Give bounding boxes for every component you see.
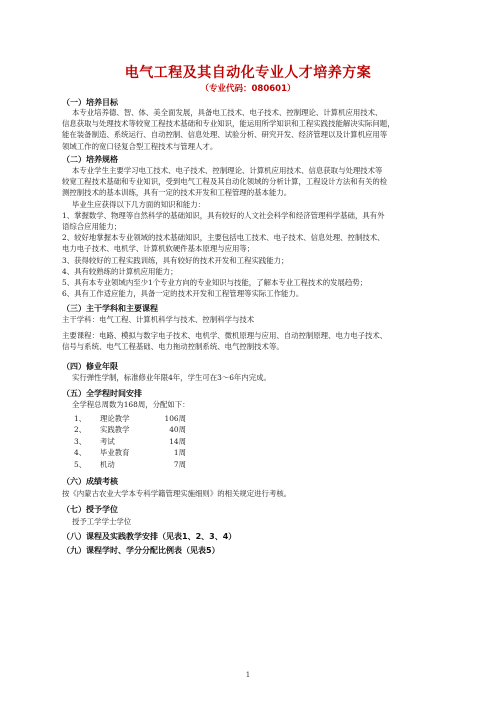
duration-paragraph [62, 372, 442, 383]
row-number: 4、 [74, 448, 87, 458]
schedule-row [62, 459, 262, 470]
row-name: 毕业教育 [100, 448, 130, 458]
section-heading-degree: （七）授予学位 [62, 505, 118, 514]
section-heading-specifications: （二）培养规格 [62, 155, 118, 164]
text-line: 按《内蒙古农业大学本专科学籍管理实施细则》的相关规定进行考核。 [62, 489, 292, 498]
text-line: 本专业学生主要学习电工技术、电子技术、控制理论、计算机应用技术、信息获取与处理技术等 [72, 166, 383, 175]
row-number: 1、 [74, 414, 87, 423]
text-line: 全学程总周数为168周，分配如下： [72, 400, 190, 409]
row-name: 实践教学 [100, 425, 130, 435]
section-heading-assessment: （六）成绩考核 [62, 477, 118, 486]
section-heading-disciplines: （三）主干学科和主要课程 [62, 304, 158, 313]
row-number: 5、 [74, 459, 87, 469]
document-title: 电气工程及其自动化专业人才培养方案 [124, 65, 372, 81]
list-item: 4、具有较熟练的计算机应用能力； [62, 266, 178, 276]
schedule-row [62, 436, 262, 447]
row-weeks: 40周 [169, 425, 186, 435]
row-number: 3、 [74, 436, 87, 446]
page-number: 1 [245, 671, 251, 679]
disciplines-paragraph [62, 314, 442, 325]
degree-paragraph [62, 516, 442, 527]
text-line: 较宽工程技术基础和专业知识，受到电气工程及其自动化领域的分析计算，工程设计方法和有关的检 [62, 177, 388, 187]
objectives-paragraph [62, 107, 442, 152]
text-line: 实行弹性学制，标准修业年限4年，学生可在3～6年内完成。 [72, 373, 271, 382]
row-weeks: 7周 [173, 459, 186, 469]
list-item: 3、获得较好的工程实践训练，具有较好的技术开发和工程实践能力； [62, 255, 289, 265]
row-name: 理论教学 [100, 414, 130, 423]
row-name: 考试 [100, 436, 115, 446]
text-line: 信息获取与处理技术等较宽工程技术基础和专业知识，能运用所学知识和工程实践技能解决实际问题， [62, 119, 395, 129]
courses-paragraph [62, 330, 442, 352]
row-number: 2、 [74, 425, 87, 435]
schedule-row [62, 447, 262, 458]
section-heading-schedule: （五）全学程时间安排 [62, 389, 142, 398]
schedule-row [62, 413, 262, 424]
text-line: 毕业生应获得以下几方面的知识和能力： [72, 199, 206, 209]
specifications-paragraph [62, 165, 442, 299]
list-item: 1、掌握数学、物理等自然科学的基础知识，具有较好的人文社会科学和经济管理科学基础，具有外 [62, 210, 385, 220]
text-line: 授予工学学士学位 [72, 517, 132, 526]
assessment-paragraph [62, 488, 442, 499]
major-code: （专业代码：080601） [200, 84, 296, 94]
text-line: 语综合应用能力； [62, 222, 122, 232]
section-heading-course-arrangement: （八）课程及实践教学安排（见表1、2、3、4） [62, 532, 237, 541]
text-line: 电力电子技术、电机学、计算机软硬件基本原理与应用等； [62, 244, 255, 254]
schedule-intro [62, 399, 442, 410]
list-item: 2、较好地掌握本专业领域的技术基础知识，主要包括电工技术、电子技术、信息处理、控制技术、 [62, 233, 385, 243]
section-heading-credit-ratio: （九）课程学时、学分分配比例表（见表5） [62, 546, 220, 555]
section-heading-duration: （四）修业年限 [62, 362, 118, 371]
text-line: 本专业培养德、智、体、美全面发展，具备电工技术、电子技术、控制理论、计算机应用技术、 [72, 108, 383, 117]
text-line: 能在装备制造、系统运行、自动控制、信息处理、试验分析、研究开发、经济管理以及计算机应用等 [62, 130, 388, 140]
row-name: 机动 [100, 459, 115, 469]
text-line: 测控制技术的基本训练，具有一定的技术开发和工程管理的基本能力。 [62, 188, 292, 198]
schedule-table [62, 413, 262, 470]
list-item: 6、具有工作适应能力，具备一定的技术开发和工程管理等实际工作能力。 [62, 289, 304, 299]
row-weeks: 1周 [173, 448, 186, 458]
text-line: 主要课程：电路、模拟与数字电子技术、电机学、微机原理与应用、自动控制原理、电力电子技术、 [62, 331, 388, 340]
row-weeks: 14周 [169, 436, 186, 446]
text-line: 领域工作的宽口径复合型工程技术与管理人才。 [62, 141, 218, 151]
row-weeks: 106周 [164, 414, 186, 423]
section-heading-objectives: （一）培养目标 [62, 98, 118, 107]
text-line: 信号与系统、电气工程基础、电力拖动控制系统、电气控制技术等。 [62, 342, 284, 352]
list-item: 5、具有本专业领域内至少1个专业方向的专业知识与技能，了解本专业工程技术的发展趋势； [62, 278, 368, 288]
schedule-row [62, 424, 262, 435]
main-disciplines: 主干学科：电气工程、计算机科学与技术、控制科学与技术 [62, 315, 255, 324]
